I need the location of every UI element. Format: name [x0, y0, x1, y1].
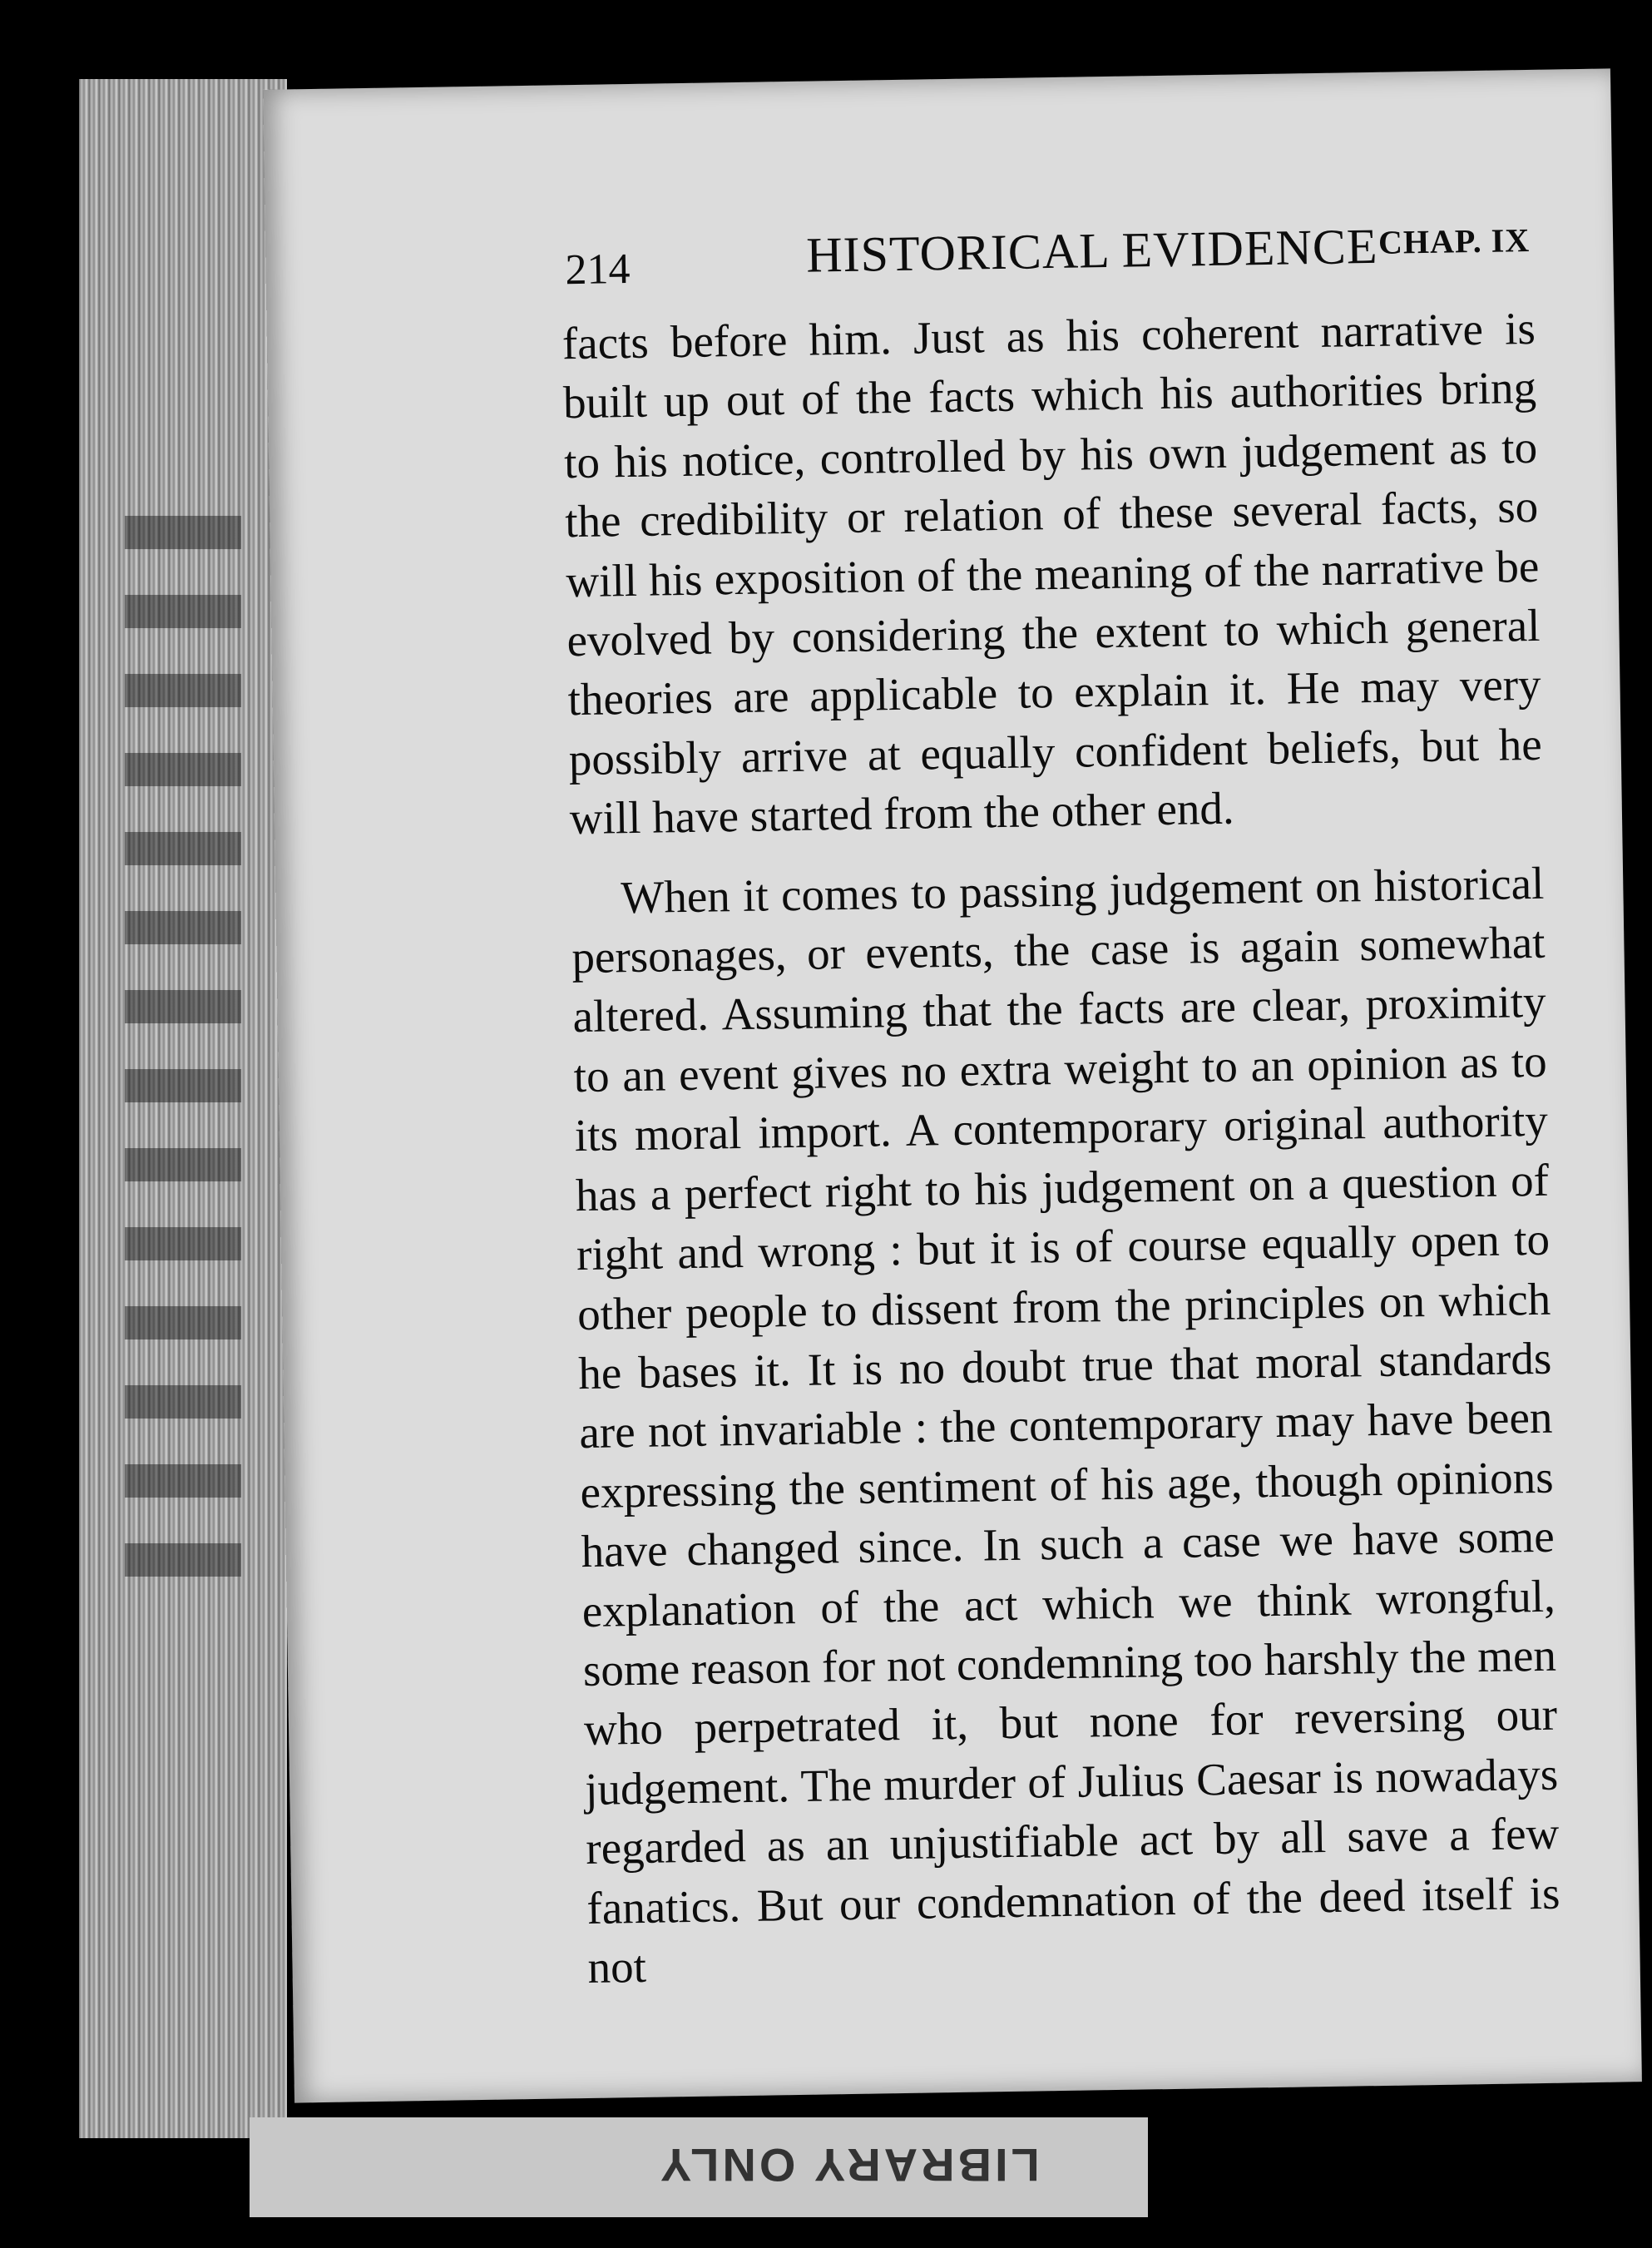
running-header — [565, 215, 1531, 305]
paragraph-2: When it comes to passing judgement on historical personages, or events, the case is again somewhat altered. Assuming that the facts are clear, proximity to an event gives no extra weight to an opinion as to its moral import. A contemporary original authority has a perfect right to his judgement on a question of right and wrong : but it is of course equally open to other people to dissent from the principles on which he bases it. It is no doubt true that moral standards are not invariable : the contemporary may have been expressing the sentiment of his age, though opinions have changed since. In such a case we have some explanation of the act which we think wrongful, some reason for not condemning too harshly the men who perpetrated it, but none for reversing our judgement. The murder of Julius Caesar is nowadays regarded as an unjustifiable act by all save a few fanatics. But our condemnation of the deed itself is not — [571, 857, 1560, 1993]
page-number: 214 — [565, 245, 631, 295]
chapter-label: CHAP. IX — [1377, 220, 1531, 261]
paragraph-1: facts before him. Just as his coherent narrative is built up out of the facts which his authorities bring to his notice, controlled by his own judgement as to the credibility or relation of these several facts, so will his exposition of the meaning of the narrative be evolved by considering the extent to which general theories are applicable to explain it. He may very possibly arrive at equally confident beliefs, but he will have started from the other end. — [561, 302, 1543, 844]
library-only-stamp: LIBRARY ONLY — [657, 2139, 1040, 2191]
running-title: HISTORICAL EVIDENCE — [805, 218, 1379, 283]
body-text — [561, 299, 1561, 1998]
edge-stamp-marks — [125, 516, 241, 1614]
book-page — [263, 68, 1642, 2102]
